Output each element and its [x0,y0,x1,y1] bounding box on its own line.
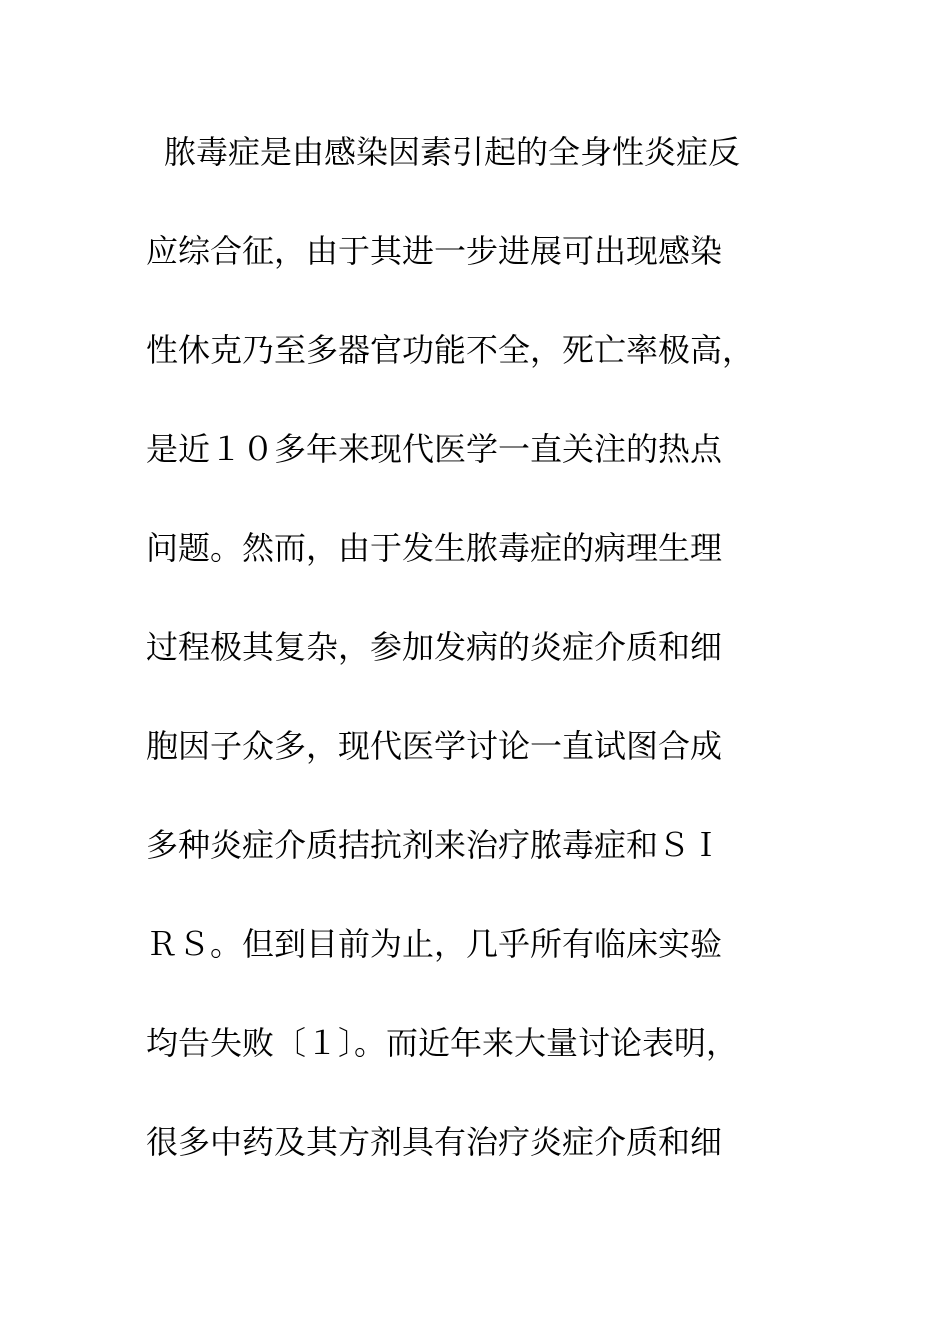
text-line-11: 很多中药及其方剂具有治疗炎症介质和细 [146,1123,723,1161]
body-paragraph [146,130,836,1219]
text-line-8: 多种炎症介质拮抗剂来治疗脓毒症和ＳＩ [146,826,723,864]
text-line-3: 性休克乃至多器官功能不全，死亡率极高， [146,331,755,369]
text-line-6: 过程极其复杂，参加发病的炎症介质和细 [146,628,723,666]
text-line-5: 问题。然而，由于发生脓毒症的病理生理 [146,529,723,567]
text-line-1: 脓毒症是由感染因素引起的全身性炎症反 [164,133,741,171]
text-line-7: 胞因子众多，现代医学讨论一直试图合成 [146,727,723,765]
text-line-9: ＲＳ。但到目前为止，几乎所有临床实验 [146,925,723,963]
text-line-2: 应综合征，由于其进一步进展可出现感染 [146,232,723,270]
text-line-4: 是近１０多年来现代医学一直关注的热点 [146,430,723,468]
text-line-10: 均告失败〔１〕。而近年来大量讨论表明， [146,1024,739,1062]
